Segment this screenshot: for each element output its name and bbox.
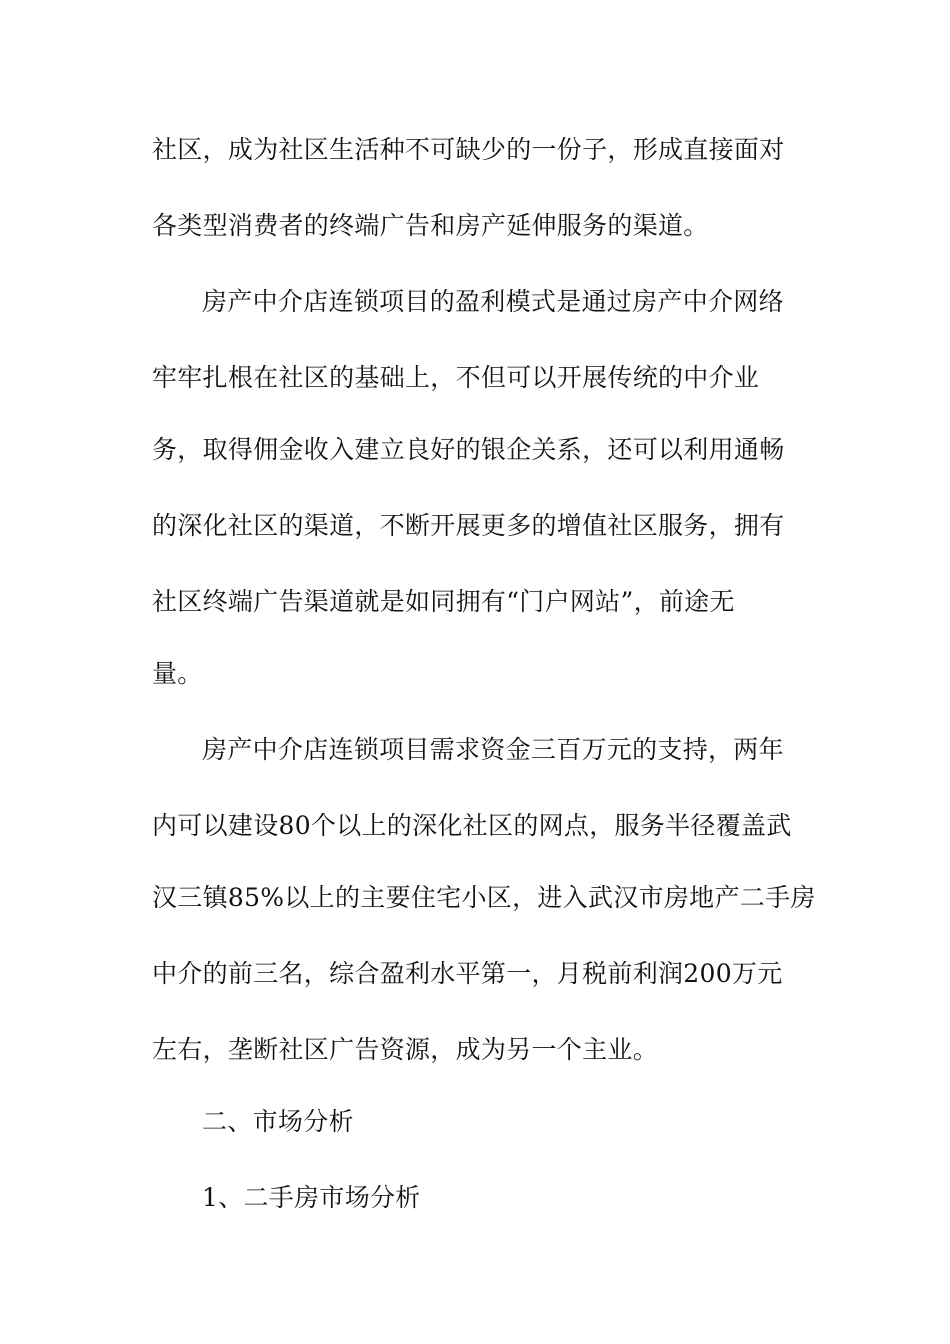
paragraph-line: 务，取得佣金收入建立良好的银企关系，还可以利用通畅: [152, 435, 785, 464]
paragraph-line: 内可以建设80个以上的深化社区的网点，服务半径覆盖武: [152, 811, 792, 840]
subsection-heading: 1、二手房市场分析: [202, 1183, 421, 1212]
paragraph-line: 牢牢扎根在社区的基础上，不但可以开展传统的中介业: [152, 363, 760, 392]
paragraph-line: 左右，垄断社区广告资源，成为另一个主业。: [152, 1035, 659, 1064]
paragraph-line: 量。: [152, 659, 203, 688]
paragraph-line: 汉三镇85%以上的主要住宅小区，进入武汉市房地产二手房: [152, 883, 816, 912]
section-heading: 二、市场分析: [202, 1107, 354, 1136]
paragraph-line: 的深化社区的渠道，不断开展更多的增值社区服务，拥有: [152, 511, 785, 540]
paragraph-line: 社区终端广告渠道就是如同拥有“门户网站”，前途无: [152, 587, 735, 616]
paragraph-line: 房产中介店连锁项目的盈利模式是通过房产中介网络: [202, 287, 784, 316]
paragraph-line: 社区，成为社区生活种不可缺少的一份子，形成直接面对: [152, 135, 785, 164]
paragraph-line: 中介的前三名，综合盈利水平第一，月税前利润200万元: [152, 959, 783, 988]
paragraph-line: 房产中介店连锁项目需求资金三百万元的支持，两年: [202, 735, 784, 764]
paragraph-line: 各类型消费者的终端广告和房产延伸服务的渠道。: [152, 211, 709, 240]
